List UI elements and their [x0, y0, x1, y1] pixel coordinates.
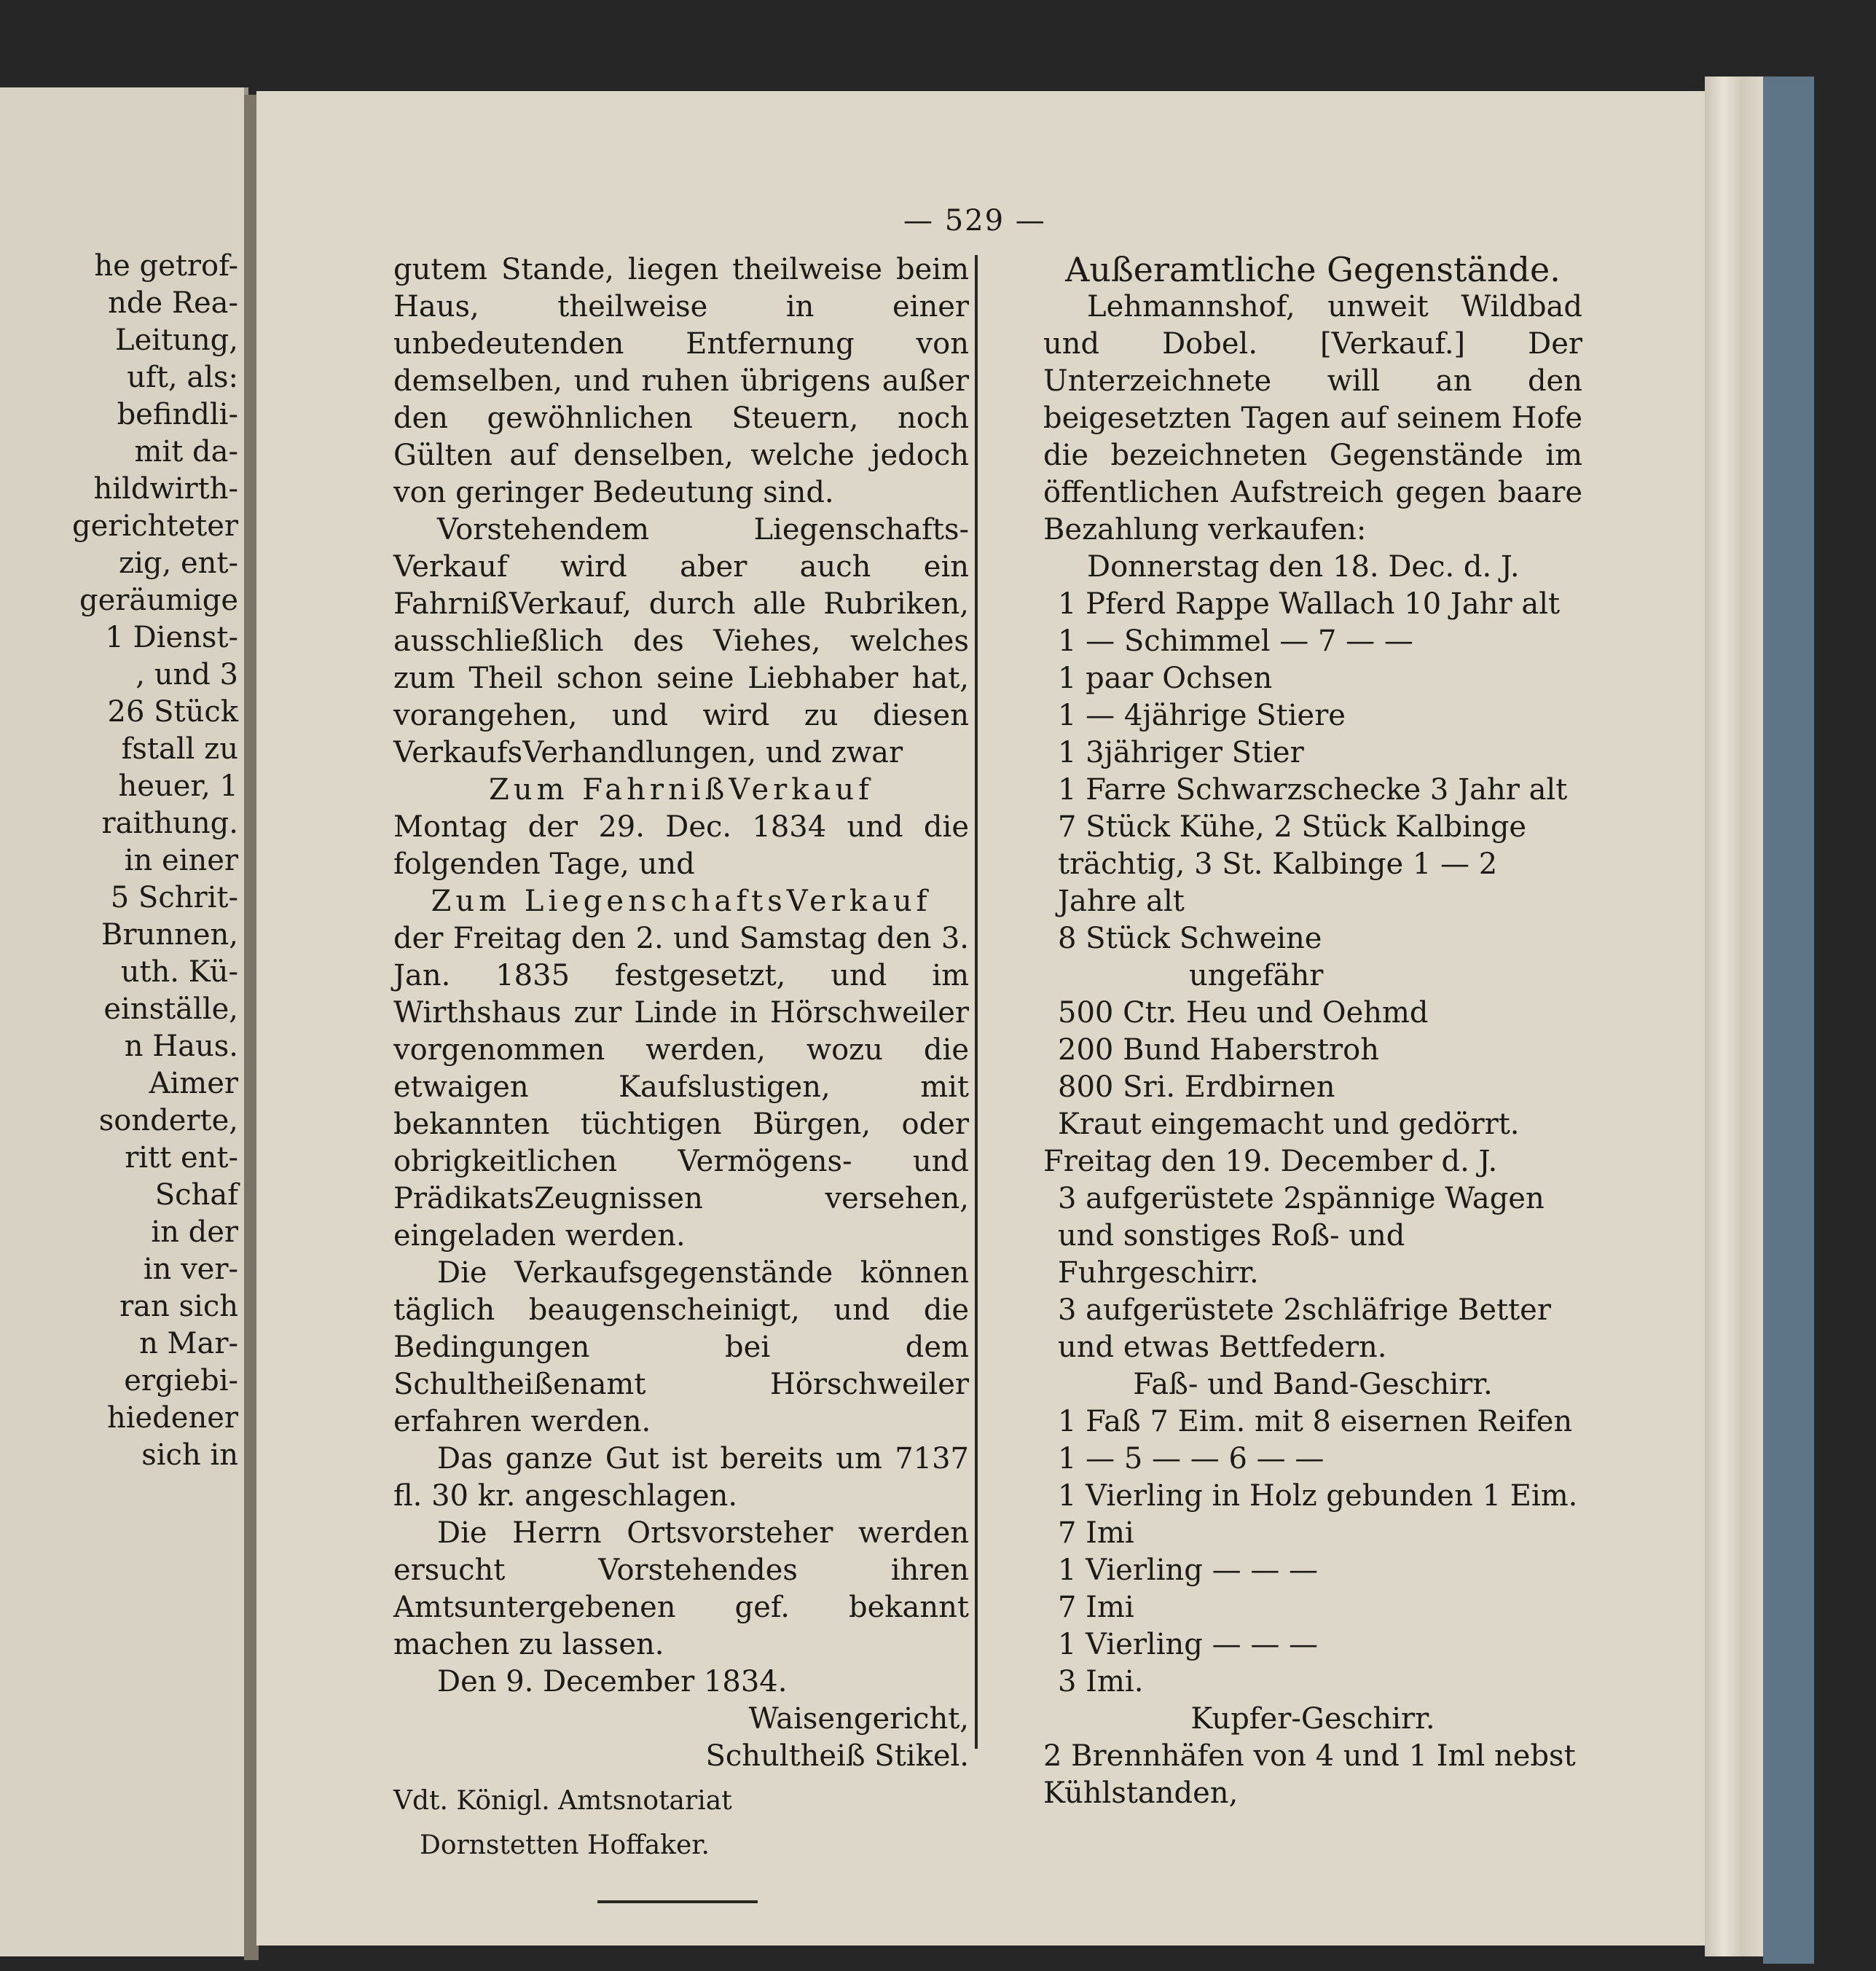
section-heading: Zum FahrnißVerkauf	[489, 773, 874, 807]
left-page-line: geräumige	[79, 584, 238, 617]
notary-line: Dornstetten Hoffaker.	[420, 1830, 710, 1860]
left-page	[0, 87, 248, 1956]
list-item: 2 Brennhäfen von 4 und 1 Iml nebst Kühlstanden,	[1043, 1739, 1576, 1810]
list-item: 1 Pferd Rappe Wallach 10 Jahr alt	[1058, 587, 1561, 621]
column-rule	[975, 255, 978, 1749]
list-item: 1 Faß 7 Eim. mit 8 eisernen Reifen	[1058, 1405, 1573, 1438]
date-line: Den 9. December 1834.	[437, 1665, 788, 1698]
list-item: 7 Imi	[1058, 1591, 1134, 1624]
paragraph: Die Verkaufsgegenstände können täglich beaugenscheinigt, und die Bedingungen bei dem Schultheißenamt Hörschweiler erfahren werden.	[393, 1256, 969, 1438]
list-item: 1 Vierling — — —	[1058, 1628, 1319, 1661]
day-heading: Donnerstag den 18. Dec. d. J.	[1087, 550, 1520, 584]
right-column	[1043, 251, 1582, 1812]
left-page-line: in einer	[124, 844, 238, 877]
item-list	[1043, 995, 1582, 1143]
approx-label: ungefähr	[1189, 959, 1324, 992]
left-page-line: ritt ent-	[125, 1141, 238, 1175]
left-page-line: mit da-	[134, 435, 238, 469]
left-page-line: in der	[151, 1215, 238, 1249]
item-list	[1043, 1403, 1582, 1701]
list-item: 7 Stück Kühe, 2 Stück Kalbinge trächtig, 3 St. Kalbinge 1 — 2 Jahre alt	[1058, 810, 1527, 918]
left-page-line: n Haus.	[124, 1030, 238, 1063]
left-page-line: hiedener	[106, 1401, 238, 1435]
left-page-line: , und 3	[136, 658, 238, 691]
paragraph: Das ganze Gut ist bereits um 7137 fl. 30 kr. angeschlagen.	[393, 1442, 969, 1513]
list-item: 200 Bund Haberstroh	[1058, 1033, 1379, 1067]
paragraph: Montag der 29. Dec. 1834 und die folgenden Tage, und	[393, 810, 969, 881]
sub-heading: Faß- und Band-Geschirr.	[1133, 1368, 1493, 1401]
section-title: Außeramtliche Gegenstände.	[1065, 250, 1561, 289]
list-item: 800 Sri. Erdbirnen	[1058, 1070, 1335, 1104]
list-item: 1 3jähriger Stier	[1058, 736, 1304, 769]
bottom-rule	[597, 1900, 758, 1903]
paragraph: Lehmannshof, unweit Wildbad und Dobel. [Verkauf.] Der Unterzeichnete will an den beigesetzten Tagen auf seinem Hofe die bezeichneten Gegenstände im öffentlichen Aufstreich gegen baare Bezahlung verkaufen:	[1043, 290, 1582, 546]
paragraph: Vorstehendem Liegenschafts-Verkauf wird aber auch ein FahrnißVerkauf, durch alle Rubriken, ausschließlich des Viehes, welches zum Theil schon seine Liebhaber hat, vorangehen, und wird zu diesen VerkaufsVerhandlungen, und zwar	[393, 513, 969, 769]
section-heading: Zum LiegenschaftsVerkauf	[431, 885, 932, 918]
left-page-line: hildwirth-	[93, 472, 238, 506]
signature-line: Schultheiß Stikel.	[705, 1739, 969, 1773]
left-page-line: einställe,	[103, 992, 238, 1026]
list-item: 3 aufgerüstete 2spännige Wagen und sonstiges Roß- und Fuhrgeschirr.	[1058, 1182, 1545, 1290]
left-page-line: 26 Stück	[107, 695, 238, 729]
book-cover	[1763, 77, 1814, 1964]
left-page-line: fstall zu	[121, 732, 238, 766]
paragraph: Die Herrn Ortsvorsteher werden ersucht Vorstehendes ihren Amtsuntergebenen gef. bekannt machen zu lassen.	[393, 1516, 969, 1661]
left-page-line: Brunnen,	[101, 918, 238, 952]
left-column	[393, 251, 969, 1903]
left-page-line: zig, ent-	[119, 546, 238, 580]
item-list	[1043, 586, 1582, 957]
left-page-line: Aimer	[149, 1067, 238, 1100]
left-page-line: Schaf	[154, 1178, 238, 1212]
left-page-line: raithung.	[101, 807, 238, 840]
list-item: 1 — 5 — — 6 — —	[1058, 1442, 1324, 1476]
list-item: Kraut eingemacht und gedörrt.	[1058, 1108, 1520, 1141]
left-page-line: sonderte,	[98, 1104, 238, 1137]
paragraph: der Freitag den 2. und Samstag den 3. Jan. 1835 festgesetzt, und im Wirthshaus zur Linde in Hörschweiler vorgenommen werden, wozu die etwaigen Kaufslustigen, mit bekannten tüchtigen Bürgen, oder obrigkeitlichen Vermögens- und PrädikatsZeugnissen versehen, eingeladen werden.	[393, 922, 969, 1253]
list-item: 3 Imi.	[1058, 1665, 1144, 1698]
list-item: 1 — Schimmel — 7 — —	[1058, 624, 1413, 658]
list-item: 3 aufgerüstete 2schläfrige Better und etwas Bettfedern.	[1058, 1293, 1551, 1364]
page-number: — 529 —	[903, 204, 1046, 238]
list-item: 1 Vierling in Holz gebunden 1 Eim.	[1058, 1479, 1578, 1513]
list-item: 1 paar Ochsen	[1058, 662, 1273, 695]
signature-line: Waisengericht,	[748, 1702, 969, 1736]
left-page-line: befindli-	[117, 398, 238, 431]
list-item: 1 — 4jährige Stiere	[1058, 699, 1346, 732]
list-item: 1 Farre Schwarzschecke 3 Jahr alt	[1058, 773, 1568, 807]
paragraph: gutem Stande, liegen theilweise beim Haus, theilweise in einer unbedeutenden Entfernung von demselben, und ruhen übrigens außer den gewöhnlichen Steuern, noch Gülten auf denselben, welche jedoch von geringer Bedeutung sind.	[393, 253, 969, 509]
left-page-line: in ver-	[143, 1253, 238, 1286]
list-item: 7 Imi	[1058, 1516, 1134, 1550]
item-list	[1043, 1738, 1582, 1812]
sub-heading: Kupfer-Geschirr.	[1190, 1702, 1435, 1736]
left-page-line: 5 Schrit-	[110, 881, 238, 914]
left-page-line: Leitung,	[115, 324, 238, 357]
list-item: 8 Stück Schweine	[1058, 922, 1322, 955]
left-page-line: uft, als:	[127, 361, 238, 394]
day-heading: Freitag den 19. December d. J.	[1043, 1145, 1498, 1178]
page-edges	[1705, 77, 1767, 1956]
list-item: 500 Ctr. Heu und Oehmd	[1058, 996, 1429, 1030]
left-page-line: gerichteter	[72, 509, 238, 543]
item-list	[1043, 1180, 1582, 1366]
left-page-line: ran sich	[119, 1290, 238, 1323]
left-page-line: n Mar-	[139, 1327, 238, 1360]
left-page-line: heuer, 1	[118, 769, 238, 803]
left-page-line: sich in	[141, 1438, 238, 1472]
left-page-line: 1 Dienst-	[105, 621, 238, 654]
left-page-text	[5, 248, 238, 1474]
list-item: 1 Vierling — — —	[1058, 1553, 1319, 1587]
left-page-line: uth. Kü-	[120, 955, 238, 989]
left-page-line: he getrof-	[94, 249, 238, 283]
left-page-line: nde Rea-	[108, 286, 238, 320]
left-page-line: ergiebi-	[124, 1364, 238, 1398]
notary-line: Vdt. Königl. Amtsnotariat	[393, 1786, 732, 1816]
